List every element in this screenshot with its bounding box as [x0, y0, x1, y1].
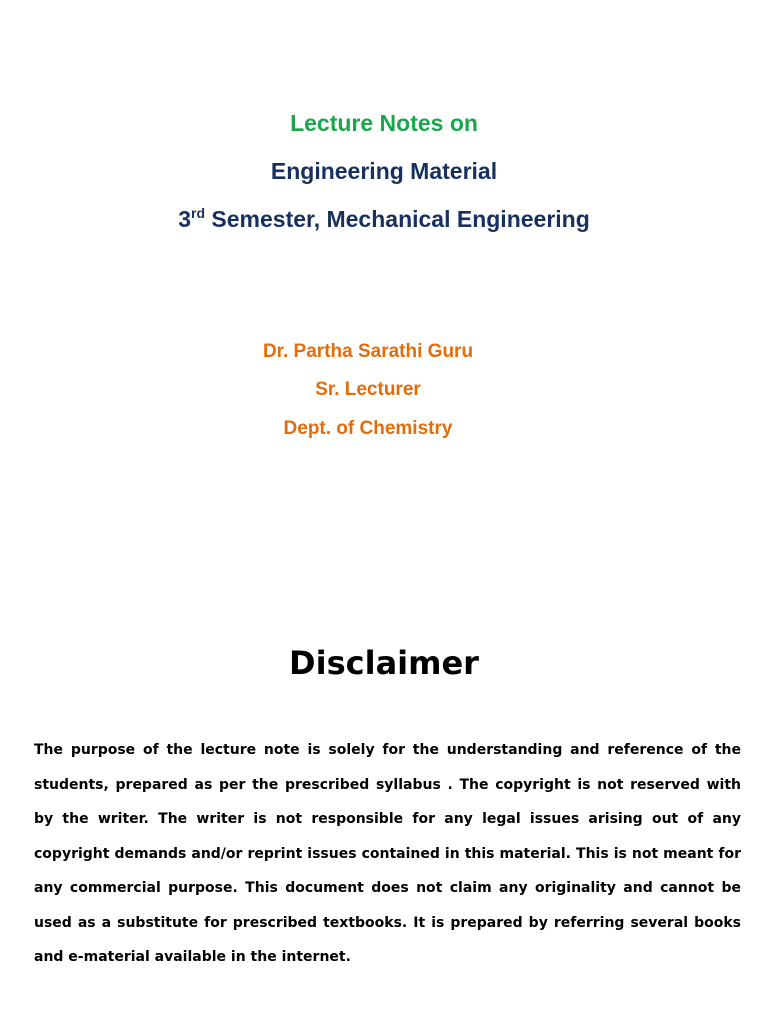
semester-title: [0, 206, 768, 233]
lecture-notes-heading: Lecture Notes on: [290, 110, 478, 136]
disclaimer-body: The purpose of the lecture note is solely for the understanding and reference of the students, prepared as per the prescribed syllabus . The copyright is not reserved with by the writer. The writer is not responsible for any legal issues arising out of any copyright demands and/or reprint issues contained in this material. This is not meant for any commercial purpose. This document does not claim any originality and cannot be used as a substitute for prescribed textbooks. It is prepared by referring several books and e-material available in the internet.: [34, 742, 741, 965]
author-name: Dr. Partha Sarathi Guru: [262, 341, 474, 362]
semester-number: 3: [178, 206, 192, 232]
author-designation: Sr. Lecturer: [315, 379, 421, 400]
semester-program: Semester, Mechanical Engineering: [205, 206, 590, 232]
semester-ordinal-suffix: rd: [191, 205, 206, 221]
subject-title: Engineering Material: [270, 158, 498, 184]
disclaimer-heading: Disclaimer: [289, 644, 479, 682]
author-department: Dept. of Chemistry: [283, 418, 453, 439]
